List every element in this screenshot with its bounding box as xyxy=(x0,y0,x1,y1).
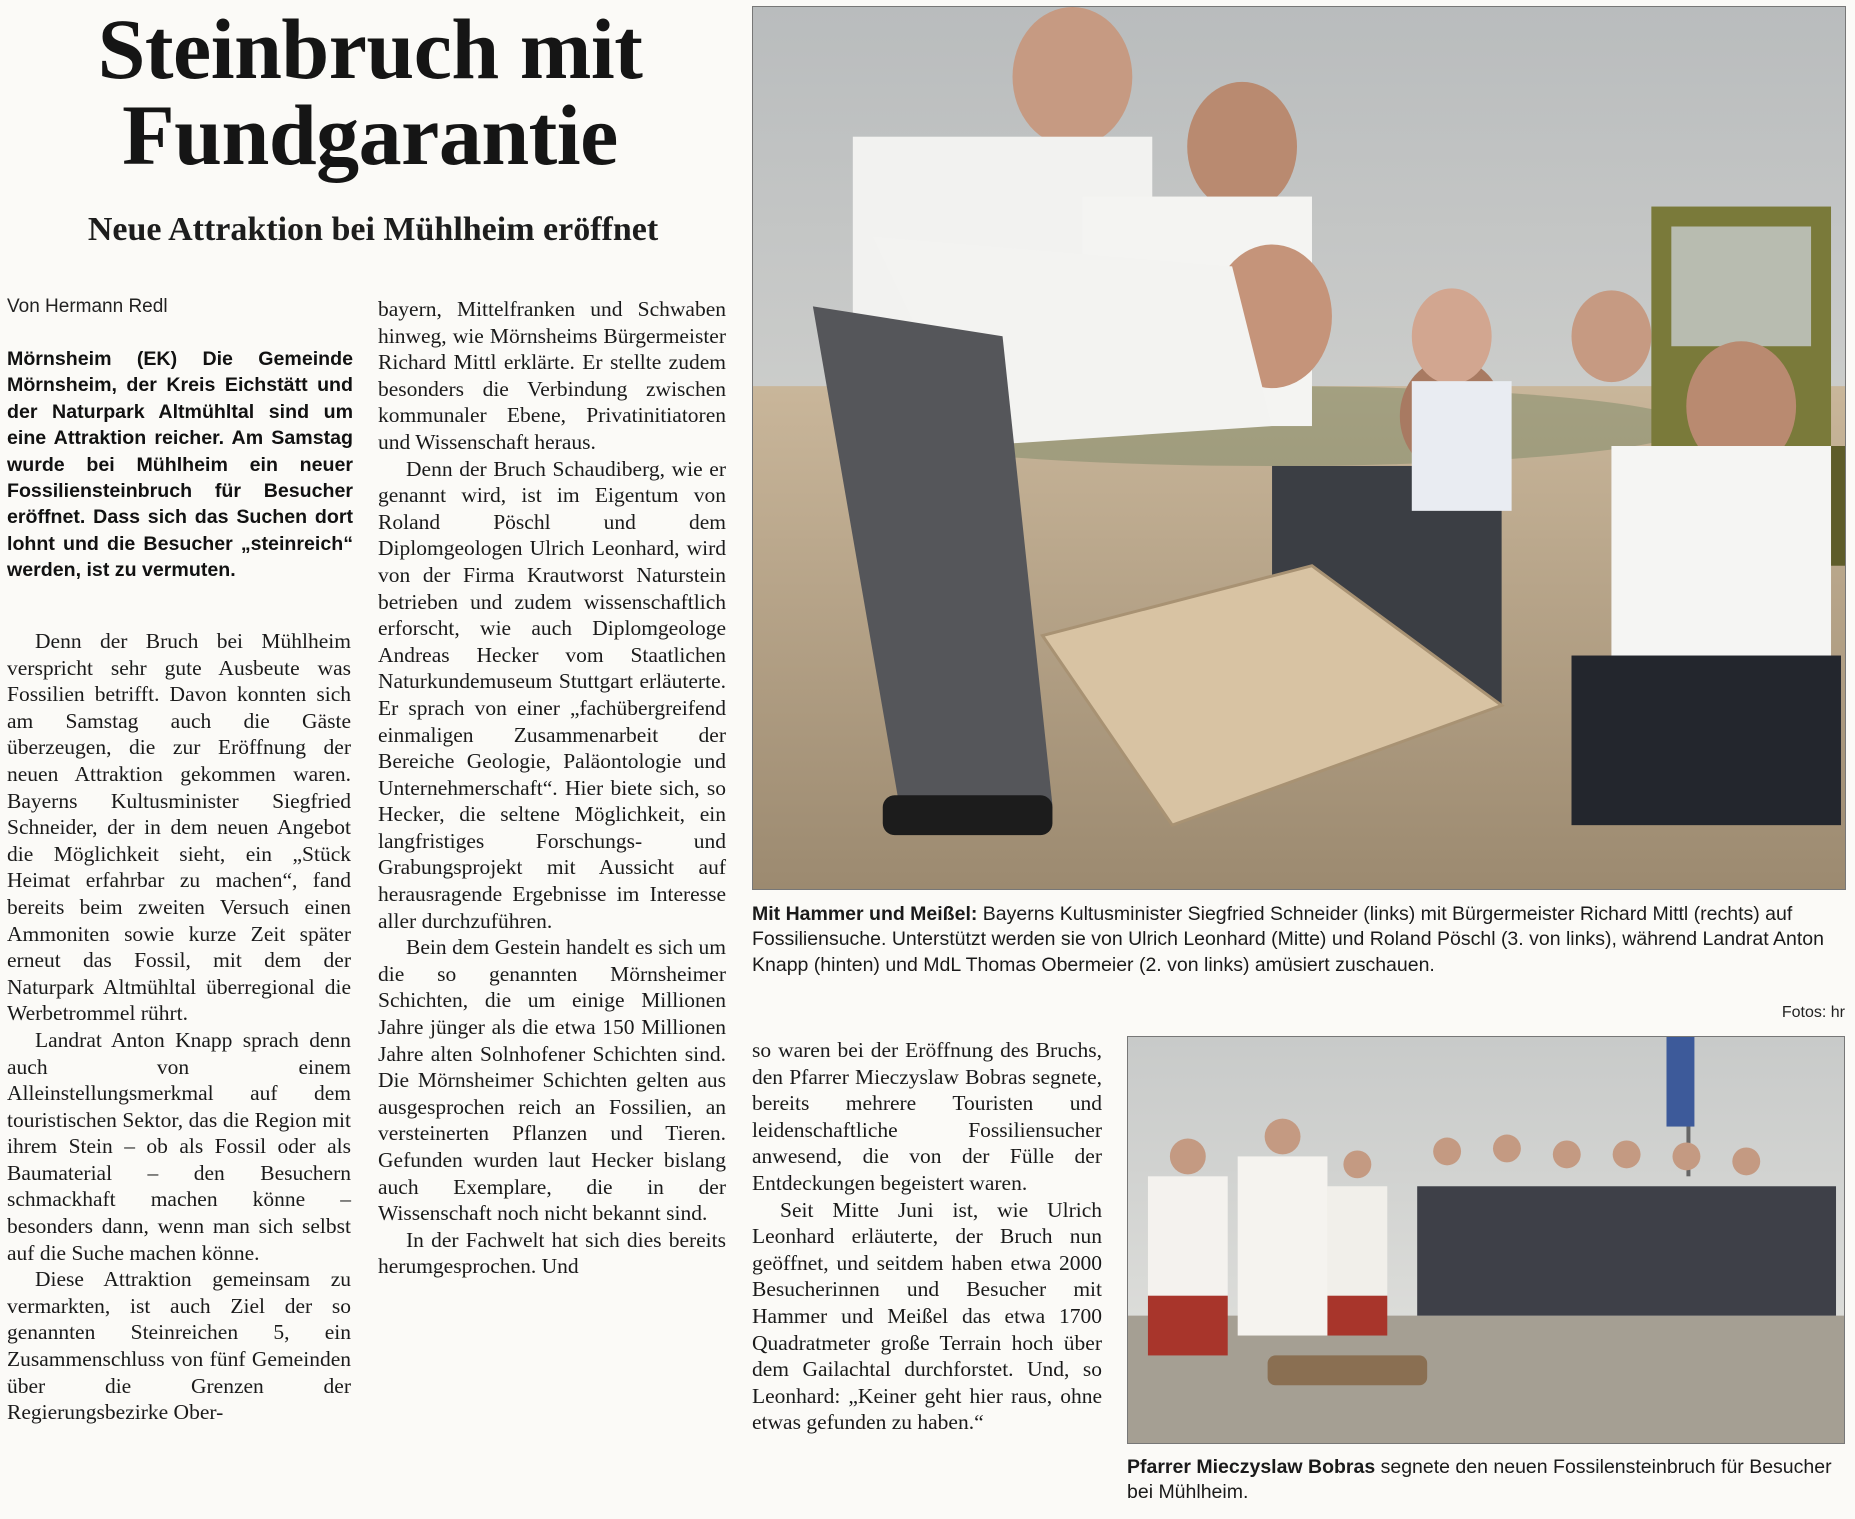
article-column-1 xyxy=(7,628,351,1426)
body-paragraph: so waren bei der Eröffnung des Bruchs, den Pfarrer Mieczyslaw Bobras segnete, bereits mehrere Touristen und leidenschaftliche Fossiliensucher anwesend, die von der Fülle der Entdeckungen begeistert waren. xyxy=(752,1038,1102,1195)
body-paragraph: Seit Mitte Juni ist, wie Ulrich Leonhard erläuterte, der Bruch nun geöffnet, und seitdem haben etwa 2000 Besucherinnen und Besucher mit Hammer und Meißel das etwa 1700 Quadratmeter große Terrain hoch über dem Gailachtal durchforstet. Und, so Leonhard: „Keiner geht hier raus, ohne etwas gefunden zu haben.“ xyxy=(752,1197,1102,1435)
body-paragraph: In der Fachwelt hat sich dies bereits herumgesprochen. Und xyxy=(378,1227,726,1279)
main-photo xyxy=(752,6,1846,890)
article-column-2 xyxy=(378,296,726,1280)
body-paragraph: Landrat Anton Knapp sprach denn auch von einem Alleinstellungsmerkmal auf dem touristischen Sektor, das die Region mit ihrem Stein – ob als Fossil oder als Baumaterial – den Besuchern schmackhaft machen könne – besonders dann, wenn man sich selbst auf die Suche machen könne. xyxy=(7,1027,351,1265)
caption-bold-lead: Mit Hammer und Meißel: xyxy=(752,903,978,925)
body-paragraph: bayern, Mittelfranken und Schwaben hinweg, wie Mörnsheims Bürgermeister Richard Mittl erklärte. Er stellte zudem besonders die Verbindung zwischen kommunaler Ebene, Privatinitiatoren und Wissenschaft heraus. xyxy=(378,297,726,454)
caption-text: Bayerns Kultusminister Siegfried Schneider (links) mit Bürgermeister Richard Mittl (rechts) auf Fossiliensuche. Unterstützt werden sie von Ulrich Leonhard (Mitte) und Roland Pöschl (3. von links), während Landrat Anton Knapp (hinten) und MdL Thomas Obermeier (2. von links) amüsiert zuschauen. xyxy=(752,903,1824,976)
body-paragraph: Denn der Bruch Schaudiberg, wie er genannt wird, ist im Eigentum von Roland Pöschl und dem Diplomgeologen Ulrich Leonhard, wird von der Firma Krautworst Naturstein betrieben und zudem wissenschaftlich erforscht, wie auch Diplomgeologe Andreas Hecker vom Staatlichen Naturkundemuseum Stuttgart erläuterte. Er sprach von einer „fachübergreifend einmaligen Zusammenarbeit der Bereiche Geologie, Paläontologie und Unternehmerschaft“. Hier biete sich, so Hecker, die seltene Möglichkeit, ein langfristiges Forschungs- und Grabungsprojekt mit Aussicht auf herausragende Ergebnisse im Interesse aller durchzuführen. xyxy=(378,456,726,933)
headline: Steinbruch mit Fundgarantie xyxy=(97,1,643,183)
body-paragraph: Bein dem Gestein handelt es sich um die so genannten Mörnsheimer Schichten, die um einige Millionen Jahre jünger als die etwa 150 Millionen Jahre alten Solnhofener Schichten sind. Die Mörnsheimer Schichten gelten aus ausgesprochen reich an Fossilien, an versteinerten Pflanzen und Tieren. Gefunden wurden laut Hecker bislang auch Exemplare, die in der Wissenschaft noch nicht bekannt sind. xyxy=(378,935,726,1226)
caption-bold-lead: Pfarrer Mieczyslaw Bobras xyxy=(1127,1456,1376,1478)
body-paragraph: Diese Attraktion gemeinsam zu vermarkten, ist auch Ziel der so genannten Steinreichen 5, ein Zusammenschluss von fünf Gemeinden über die Grenzen der Regierungsbezirke Ober- xyxy=(7,1267,351,1425)
main-photo-caption xyxy=(752,902,1848,978)
article-column-3 xyxy=(752,1037,1102,1436)
subheadline: Neue Attraktion bei Mühlheim eröffnet xyxy=(87,211,659,248)
caption-text: segnete den neuen Fossilensteinbruch für Besucher bei Mühlheim. xyxy=(1127,1456,1832,1504)
photo-credit: Fotos: hr xyxy=(1781,1004,1845,1021)
lead-paragraph: Mörnsheim (EK) Die Gemeinde Mörnsheim, der Kreis Eichstätt und der Naturpark Altmühltal sind um eine Attraktion reicher. Am Samstag wurde bei Mühlheim ein neuer Fossiliensteinbruch für Besucher eröffnet. Dass sich das Suchen dort lohnt und die Besucher „steinreich“ werden, ist zu vermuten. xyxy=(7,348,353,582)
body-paragraph: Denn der Bruch bei Mühlheim verspricht sehr gute Ausbeute was Fossilien betrifft. Davon konnten sich am Samstag auch die Gäste überzeugen, die zur Eröffnung der neuen Attraktion gekommen waren. Bayerns Kultusminister Siegfried Schneider, der in dem neuen Angebot die Möglichkeit sieht, ein „Stück Heimat erfahrbar zu machen“, fand bereits beim zweiten Versuch einen Ammoniten sowie kurze Zeit später erneut das Fossil, mit dem der Naturpark Altmühltal überregional die Werbetrommel rührt. xyxy=(7,629,351,1026)
byline: Von Hermann Redl xyxy=(7,296,168,317)
blessing-photo xyxy=(1127,1036,1845,1444)
blessing-photo-caption xyxy=(1127,1455,1847,1506)
ceremony-photo-illustration xyxy=(1128,1037,1844,1443)
quarry-photo-illustration xyxy=(753,7,1845,889)
